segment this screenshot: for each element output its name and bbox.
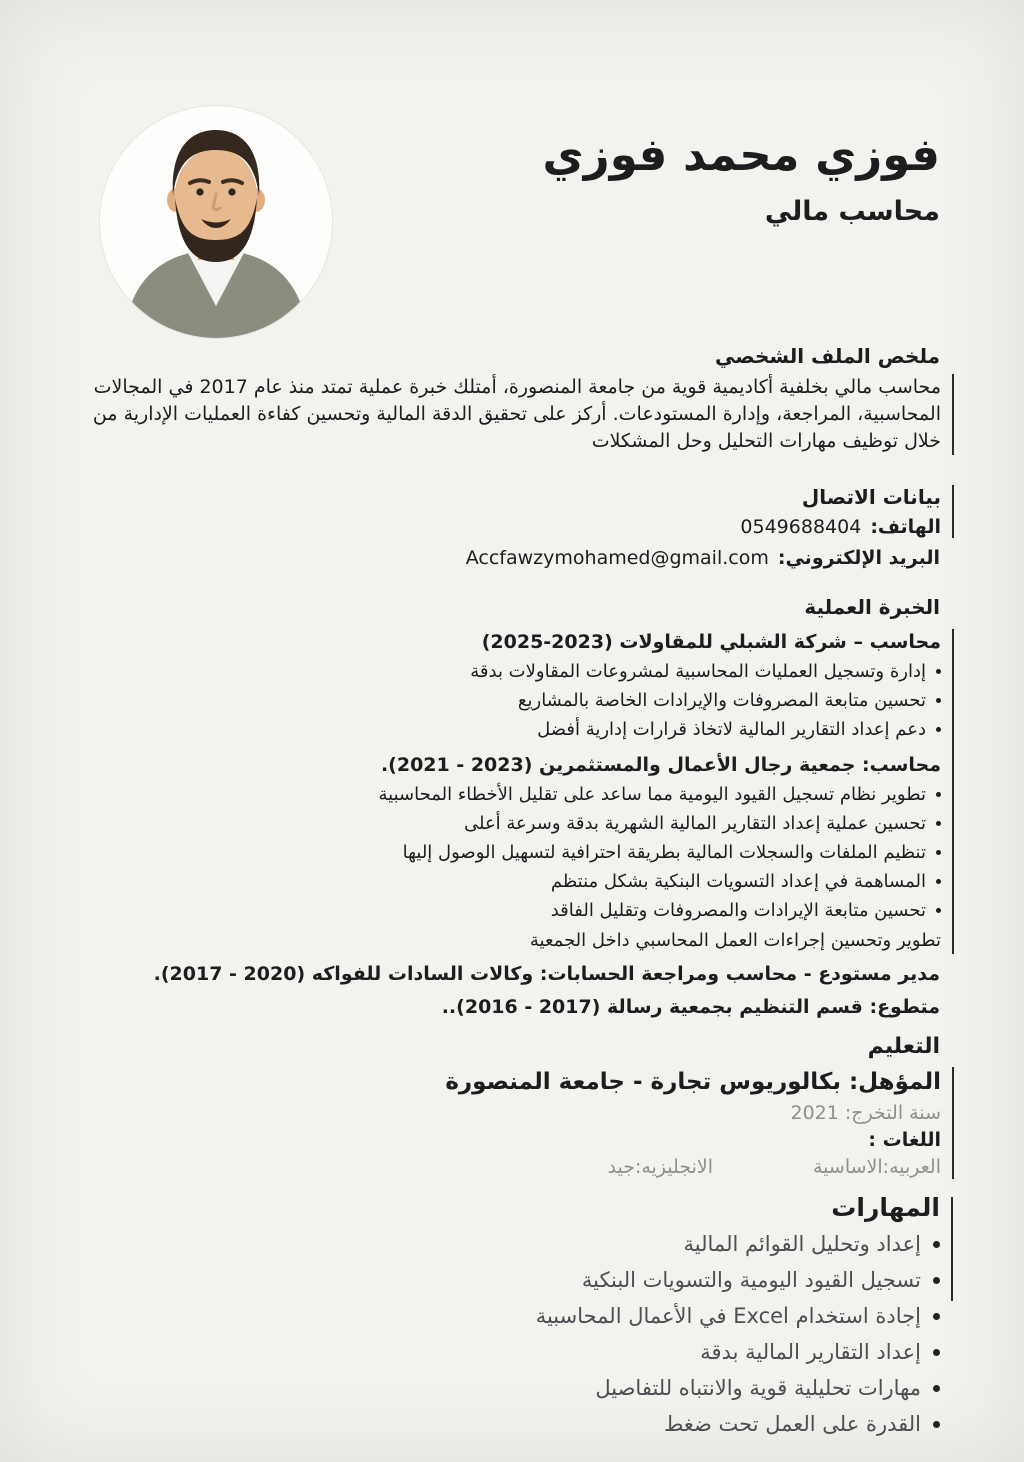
job-bullet: [84, 899, 941, 923]
job-bullet: [84, 660, 941, 684]
contact-lined-block: [84, 485, 954, 538]
job-bullet-text: تحسين عملية إعداد التقارير المالية الشهرية بدقة وسرعة أعلى: [463, 813, 926, 834]
job-bullet: [84, 870, 941, 894]
skill-item: [84, 1231, 940, 1258]
email-label: البريد الإلكتروني:: [777, 547, 940, 569]
job-bullet: [84, 812, 941, 836]
skill-item: [84, 1375, 940, 1402]
job-bullet-text: تحسين متابعة المصروفات والإيرادات الخاصة بالمشاريع: [517, 690, 926, 711]
skill-bullet-dot: [933, 1421, 940, 1428]
job-bullet-text: دعم إعداد التقارير المالية لاتخاذ قرارات إدارية أفضل: [537, 719, 926, 740]
resume-header: [84, 106, 940, 338]
skill-text: مهارات تحليلية قوية والانتباه للتفاصيل: [595, 1376, 921, 1400]
language-arabic: العربيه:الاساسية: [813, 1156, 941, 1178]
language-english: الانجليزيه:جيد: [607, 1156, 713, 1178]
degree-line: المؤهل: بكالوريوس تجارة - جامعة المنصورة: [445, 1069, 941, 1095]
skills-heading: المهارات: [831, 1193, 940, 1222]
job-bullets: [84, 660, 941, 742]
phone-label: الهاتف:: [870, 516, 941, 538]
skill-bullet-dot: [933, 1277, 940, 1284]
job-bullet-text: المساهمة في إعداد التسويات البنكية بشكل منتظم: [550, 871, 926, 892]
skill-text: إعداد وتحليل القوائم المالية: [683, 1232, 921, 1256]
skill-bullet-dot: [933, 1241, 940, 1248]
bullet-dot: [936, 850, 941, 855]
name-block: [543, 128, 940, 227]
profile-heading: ملخص الملف الشخصي: [715, 344, 940, 368]
job-bullet-text: تنظيم الملفات والسجلات المالية بطريقة احترافية لتسهيل الوصول إليها: [402, 842, 926, 863]
contact-heading: بيانات الاتصال: [801, 485, 941, 509]
job-title: مدير مستودع - محاسب ومراجعة الحسابات: وكالات السادات للفواكه (⁦2017 - 2020⁩).: [153, 963, 940, 985]
job-bullet: [84, 718, 941, 742]
phone-value: 0549688404: [740, 516, 862, 538]
experience-lined-block: [84, 629, 954, 954]
job-bullet: [84, 783, 941, 807]
skill-text: تسجيل القيود اليومية والتسويات البنكية: [581, 1268, 921, 1292]
experience-heading: الخبرة العملية: [804, 595, 940, 619]
skills-list: [84, 1231, 940, 1438]
skill-bullet-dot: [933, 1313, 940, 1320]
job-title: محاسب: جمعية رجال الأعمال والمستثمرين (⁦2021 - 2023⁩).: [380, 754, 941, 776]
skill-item: [84, 1339, 940, 1366]
experience-section: [84, 595, 940, 1020]
bullet-dot: [936, 879, 941, 884]
skill-text: القدرة على العمل تحت ضغط: [663, 1412, 921, 1436]
skill-item: [84, 1303, 940, 1330]
skill-item: [84, 1411, 940, 1438]
bullet-dot: [936, 908, 941, 913]
graduation-year: سنة التخرج: 2021: [790, 1102, 941, 1124]
bullet-dot: [936, 821, 941, 826]
job-bullet-text: تطوير نظام تسجيل القيود اليومية مما ساعد على تقليل الأخطاء المحاسبية: [378, 784, 926, 805]
education-lined-block: [84, 1067, 954, 1179]
skills-section: [84, 1193, 940, 1438]
candidate-title: محاسب مالي: [764, 196, 940, 227]
education-section: [84, 1034, 940, 1179]
languages-label: اللغات :: [868, 1129, 941, 1151]
bullet-dot: [936, 792, 941, 797]
bullet-dot: [936, 727, 941, 732]
skill-item: [84, 1267, 940, 1294]
skill-bullet-dot: [933, 1385, 940, 1392]
bullet-dot: [936, 669, 941, 674]
job-bullet: [84, 689, 941, 713]
job-bullet-text: تحسين متابعة الإيرادات والمصروفات وتقليل الفاقد: [550, 900, 926, 921]
job-bullets: [84, 783, 941, 923]
job-title: محاسب – شركة الشبلي للمقاولات (⁦2025-2023⁩): [481, 631, 941, 653]
skill-bullet-dot: [933, 1349, 940, 1356]
profile-photo: [100, 106, 332, 338]
bullet-dot: [936, 698, 941, 703]
profile-summary: محاسب مالي بخلفية أكاديمية قوية من جامعة المنصورة، أمتلك خبرة عملية تمتد منذ عام 2017 في المجالات المحاسبية، المراجعة، وإدارة المستودعات. أركز على تحقيق الدقة المالية وتحسين كفاءة العمليات الإدارية من خلال توظيف مهارات التحليل وحل المشكلات: [84, 374, 954, 455]
education-heading: التعليم: [867, 1034, 940, 1059]
languages-row: [84, 1155, 941, 1179]
email-row: [84, 547, 940, 569]
portrait-illustration: [100, 106, 332, 338]
email-value: Accfawzymohamed@gmail.com: [465, 547, 769, 569]
skill-text: إجادة استخدام Excel في الأعمال المحاسبية: [535, 1304, 921, 1328]
candidate-name: فوزي محمد فوزي: [542, 128, 940, 181]
phone-row: [84, 516, 941, 538]
skill-text: إعداد التقارير المالية بدقة: [700, 1340, 921, 1364]
profile-section: [84, 344, 940, 455]
job-title: متطوع: قسم التنظيم بجمعية رسالة (⁦2016 - 2017⁩)..: [441, 996, 940, 1018]
contact-section: [84, 485, 940, 569]
job-entry: [84, 629, 941, 742]
job-entry: [84, 752, 941, 954]
job-footer: تطوير وتحسين إجراءات العمل المحاسبي داخل الجمعية: [529, 930, 941, 951]
job-bullet: [84, 841, 941, 865]
job-bullet-text: إدارة وتسجيل العمليات المحاسبية لمشروعات المقاولات بدقة: [470, 661, 926, 682]
